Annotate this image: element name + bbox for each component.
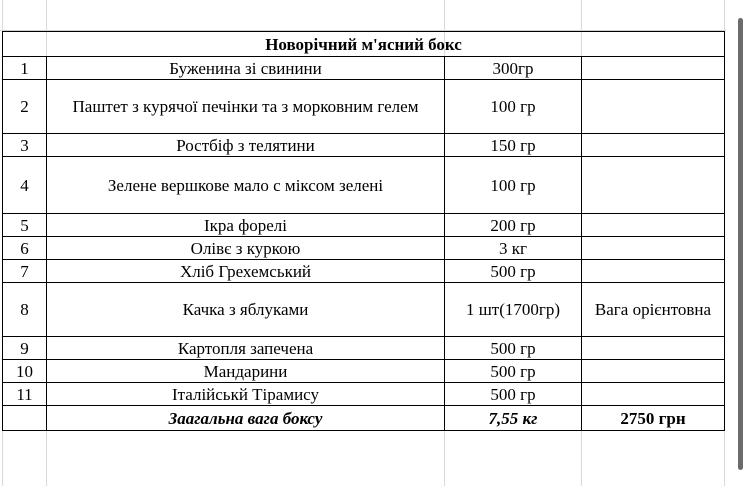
item-name[interactable]: Ростбіф з телятини	[47, 134, 445, 157]
total-weight[interactable]: 7,55 кг	[445, 406, 582, 431]
total-price[interactable]: 2750 грн	[582, 406, 725, 431]
item-weight[interactable]: 100 гр	[445, 157, 582, 214]
item-weight[interactable]: 3 кг	[445, 237, 582, 260]
item-name[interactable]: Паштет з курячої печінки та з морковним гелем	[47, 80, 445, 134]
spreadsheet-header-gridline	[0, 0, 726, 31]
item-name[interactable]: Качка з яблуками	[47, 283, 445, 337]
total-label[interactable]: Заагальна вага боксу	[47, 406, 445, 431]
row-number[interactable]: 11	[3, 383, 47, 406]
item-name[interactable]: Картопля запечена	[47, 337, 445, 360]
item-weight[interactable]: 200 гр	[445, 214, 582, 237]
menu-table	[2, 31, 725, 431]
item-weight[interactable]: 1 шт(1700гр)	[445, 283, 582, 337]
item-note[interactable]	[582, 214, 725, 237]
row-number[interactable]: 8	[3, 283, 47, 337]
item-note[interactable]	[582, 237, 725, 260]
item-note[interactable]	[582, 383, 725, 406]
title-row	[3, 32, 725, 57]
row-number[interactable]: 7	[3, 260, 47, 283]
item-note[interactable]	[582, 337, 725, 360]
row-number[interactable]: 5	[3, 214, 47, 237]
row-number[interactable]: 1	[3, 57, 47, 80]
item-note[interactable]	[582, 134, 725, 157]
item-note[interactable]	[582, 80, 725, 134]
table-row	[3, 237, 725, 260]
item-name[interactable]: Мандарини	[47, 360, 445, 383]
table-row	[3, 360, 725, 383]
row-number[interactable]: 6	[3, 237, 47, 260]
item-weight[interactable]: 100 гр	[445, 80, 582, 134]
item-name[interactable]: Хліб Грехемський	[47, 260, 445, 283]
item-name[interactable]: Зелене вершкове мало с міксом зелені	[47, 157, 445, 214]
table-row	[3, 157, 725, 214]
item-note[interactable]	[582, 260, 725, 283]
item-name[interactable]: Ікра форелі	[47, 214, 445, 237]
item-note[interactable]	[582, 157, 725, 214]
item-weight[interactable]: 500 гр	[445, 360, 582, 383]
item-weight[interactable]: 500 гр	[445, 260, 582, 283]
item-name[interactable]: Буженина зі свинини	[47, 57, 445, 80]
item-weight[interactable]: 500 гр	[445, 383, 582, 406]
total-number-cell[interactable]	[3, 406, 47, 431]
table-row	[3, 57, 725, 80]
row-number[interactable]: 10	[3, 360, 47, 383]
item-weight[interactable]: 150 гр	[445, 134, 582, 157]
item-weight[interactable]: 500 гр	[445, 337, 582, 360]
table-row	[3, 337, 725, 360]
item-note[interactable]	[582, 57, 725, 80]
total-row	[3, 406, 725, 431]
table-row	[3, 283, 725, 337]
row-number[interactable]: 4	[3, 157, 47, 214]
table-row	[3, 80, 725, 134]
row-number[interactable]: 2	[3, 80, 47, 134]
table-row	[3, 260, 725, 283]
table-row	[3, 214, 725, 237]
item-note[interactable]	[582, 360, 725, 383]
scrollbar-thumb[interactable]	[738, 18, 743, 470]
item-note[interactable]: Вага орієнтовна	[582, 283, 725, 337]
row-number[interactable]: 3	[3, 134, 47, 157]
table-title[interactable]: Новорічний м'ясний бокс	[3, 32, 725, 57]
table-row	[3, 383, 725, 406]
item-name[interactable]: Олівє з куркою	[47, 237, 445, 260]
item-weight[interactable]: 300гр	[445, 57, 582, 80]
table-row	[3, 134, 725, 157]
row-number[interactable]: 9	[3, 337, 47, 360]
item-name[interactable]: Італійськй Тірамису	[47, 383, 445, 406]
